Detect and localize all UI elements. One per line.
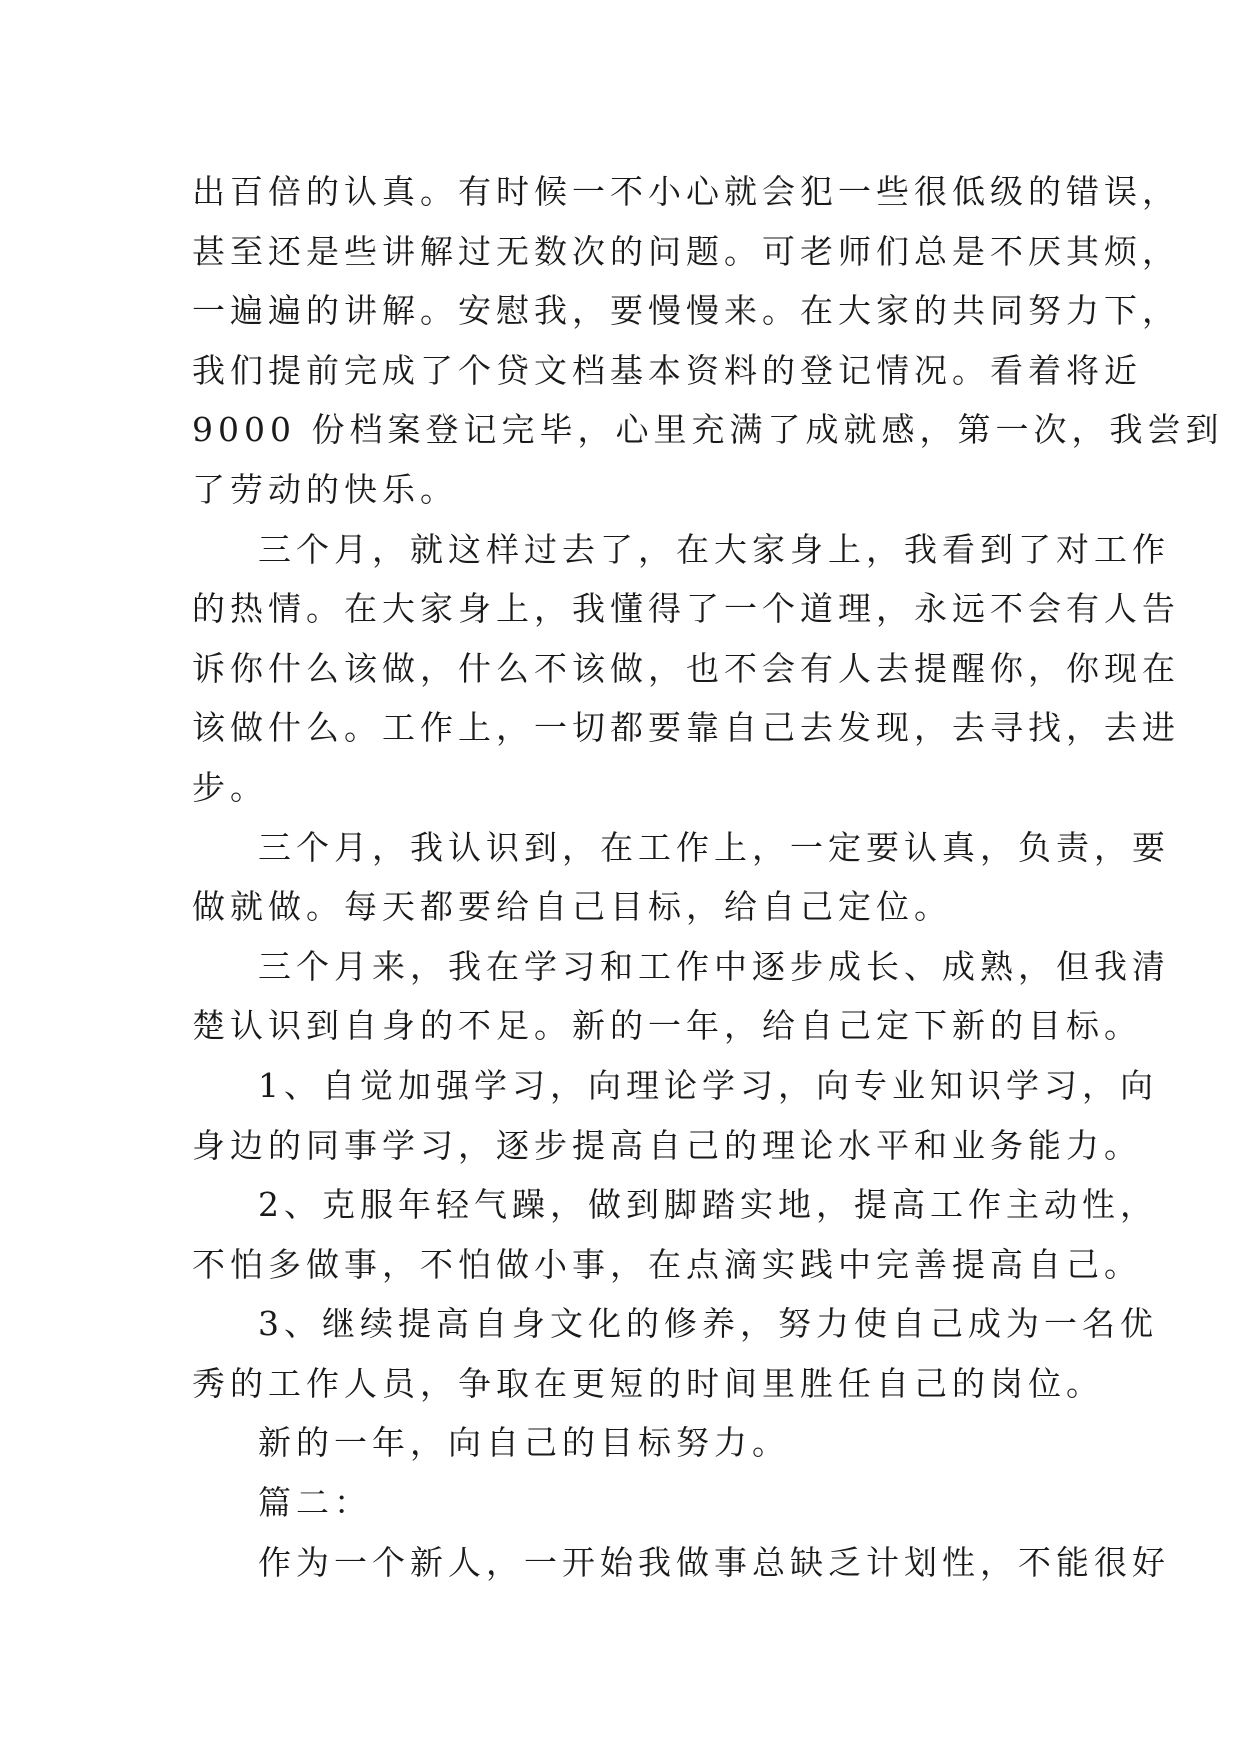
text-line: 楚认识到自身的不足。新的一年，给自己定下新的目标。 (192, 1006, 1142, 1046)
text-line: 做就做。每天都要给自己目标，给自己定位。 (192, 887, 952, 927)
text-line: 该做什么。工作上，一切都要靠自己去发现，去寻找，去进 (192, 708, 1180, 748)
text-line: 身边的同事学习，逐步提高自己的理论水平和业务能力。 (192, 1125, 1142, 1165)
text-line: 步。 (192, 767, 268, 807)
text-line: 甚至还是些讲解过无数次的问题。可老师们总是不厌其烦， (192, 231, 1180, 271)
text-line: 三个月，我认识到，在工作上，一定要认真，负责，要 (258, 827, 1170, 867)
text-line: 1、自觉加强学习，向理论学习，向专业知识学习，向 (258, 1065, 1158, 1105)
section-heading: 篇二： (258, 1483, 372, 1523)
text-line: 一遍遍的讲解。安慰我，要慢慢来。在大家的共同努力下， (192, 291, 1180, 331)
text-line: 作为一个新人，一开始我做事总缺乏计划性，不能很好 (258, 1542, 1170, 1582)
text-line: 我们提前完成了个贷文档基本资料的登记情况。看着将近 (192, 350, 1142, 390)
text-line: 9000 份档案登记完毕，心里充满了成就感，第一次，我尝到 (192, 410, 1224, 450)
text-line: 新的一年，向自己的目标努力。 (258, 1423, 790, 1463)
text-line: 三个月来，我在学习和工作中逐步成长、成熟，但我清 (258, 946, 1170, 986)
text-line: 诉你什么该做，什么不该做，也不会有人去提醒你，你现在 (192, 648, 1180, 688)
text-line: 3、继续提高自身文化的修养，努力使自己成为一名优 (258, 1304, 1158, 1344)
text-line: 出百倍的认真。有时候一不小心就会犯一些很低级的错误， (192, 172, 1180, 211)
text-line: 三个月，就这样过去了，在大家身上，我看到了对工作 (258, 529, 1170, 569)
text-line: 不怕多做事，不怕做小事，在点滴实践中完善提高自己。 (192, 1244, 1142, 1284)
text-line: 的热情。在大家身上，我懂得了一个道理，永远不会有人告 (192, 589, 1180, 629)
text-line: 了劳动的快乐。 (192, 469, 458, 509)
text-line: 秀的工作人员，争取在更短的时间里胜任自己的岗位。 (192, 1363, 1104, 1403)
text-line: 2、克服年轻气躁，做到脚踏实地，提高工作主动性， (258, 1185, 1158, 1225)
document-body (192, 162, 1224, 1592)
